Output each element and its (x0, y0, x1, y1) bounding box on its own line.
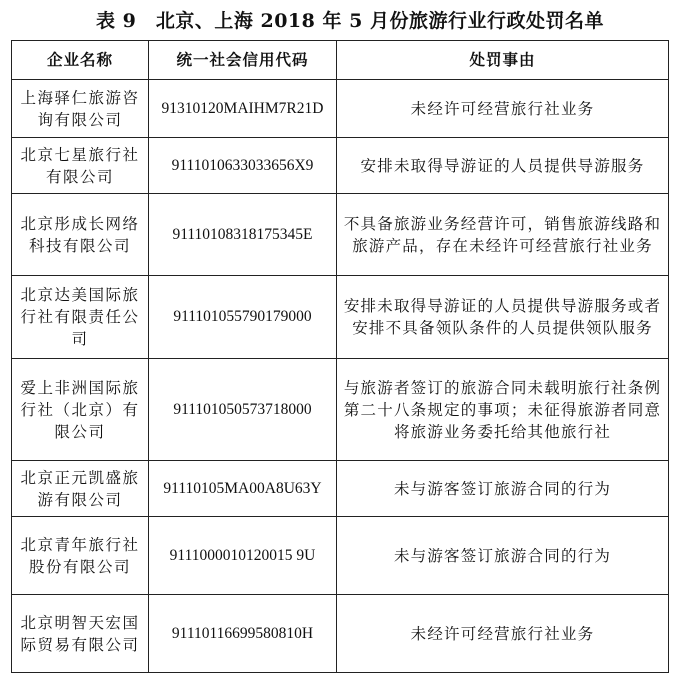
company-cell: 北京青年旅行社股份有限公司 (12, 517, 149, 595)
header-row (12, 41, 669, 80)
company-cell: 北京达美国际旅行社有限责任公司 (12, 276, 149, 359)
credit-code-cell: 91110105MA00A8U63Y (149, 461, 337, 517)
table-row (12, 461, 669, 517)
company-cell: 北京彤成长网络科技有限公司 (12, 194, 149, 276)
company-cell: 上海驿仁旅游咨询有限公司 (12, 80, 149, 138)
reason-cell: 安排未取得导游证的人员提供导游服务 (337, 138, 669, 194)
penalty-table (11, 40, 669, 673)
credit-code-cell: 91310120MAIHM7R21D (149, 80, 337, 138)
table-row (12, 276, 669, 359)
table-row (12, 595, 669, 673)
reason-cell: 不具备旅游业务经营许可，销售旅游线路和旅游产品，存在未经许可经营旅行社业务 (337, 194, 669, 276)
table-row (12, 80, 669, 138)
table-row (12, 359, 669, 461)
table-row (12, 517, 669, 595)
credit-code-cell: 91110108318175345E (149, 194, 337, 276)
credit-code-cell: 9111000010120015 9U (149, 517, 337, 595)
table-title: 表 9 北京、上海 2018 年 5 月份旅游行业行政处罚名单 (96, 10, 604, 32)
company-cell: 北京七星旅行社有限公司 (12, 138, 149, 194)
reason-cell: 未经许可经营旅行社业务 (337, 80, 669, 138)
credit-code-cell: 91110116699580810H (149, 595, 337, 673)
table-row (12, 194, 669, 276)
company-cell: 爱上非洲国际旅行社（北京）有限公司 (12, 359, 149, 461)
credit-code-cell: 9111010633033656X9 (149, 138, 337, 194)
company-cell: 北京正元凯盛旅游有限公司 (12, 461, 149, 517)
company-cell: 北京明智天宏国际贸易有限公司 (12, 595, 149, 673)
credit-code-cell: 911101050573718000 (149, 359, 337, 461)
table-row (12, 138, 669, 194)
reason-cell: 与旅游者签订的旅游合同未载明旅行社条例第二十八条规定的事项；未征得旅游者同意将旅游业务委托给其他旅行社 (337, 359, 669, 461)
column-header-code: 统一社会信用代码 (149, 41, 337, 80)
reason-cell: 未与游客签订旅游合同的行为 (337, 461, 669, 517)
reason-cell: 未与游客签订旅游合同的行为 (337, 517, 669, 595)
credit-code-cell: 911101055790179000 (149, 276, 337, 359)
column-header-company: 企业名称 (12, 41, 149, 80)
reason-cell: 安排未取得导游证的人员提供导游服务或者安排不具备领队条件的人员提供领队服务 (337, 276, 669, 359)
reason-cell: 未经许可经营旅行社业务 (337, 595, 669, 673)
column-header-reason: 处罚事由 (337, 41, 669, 80)
